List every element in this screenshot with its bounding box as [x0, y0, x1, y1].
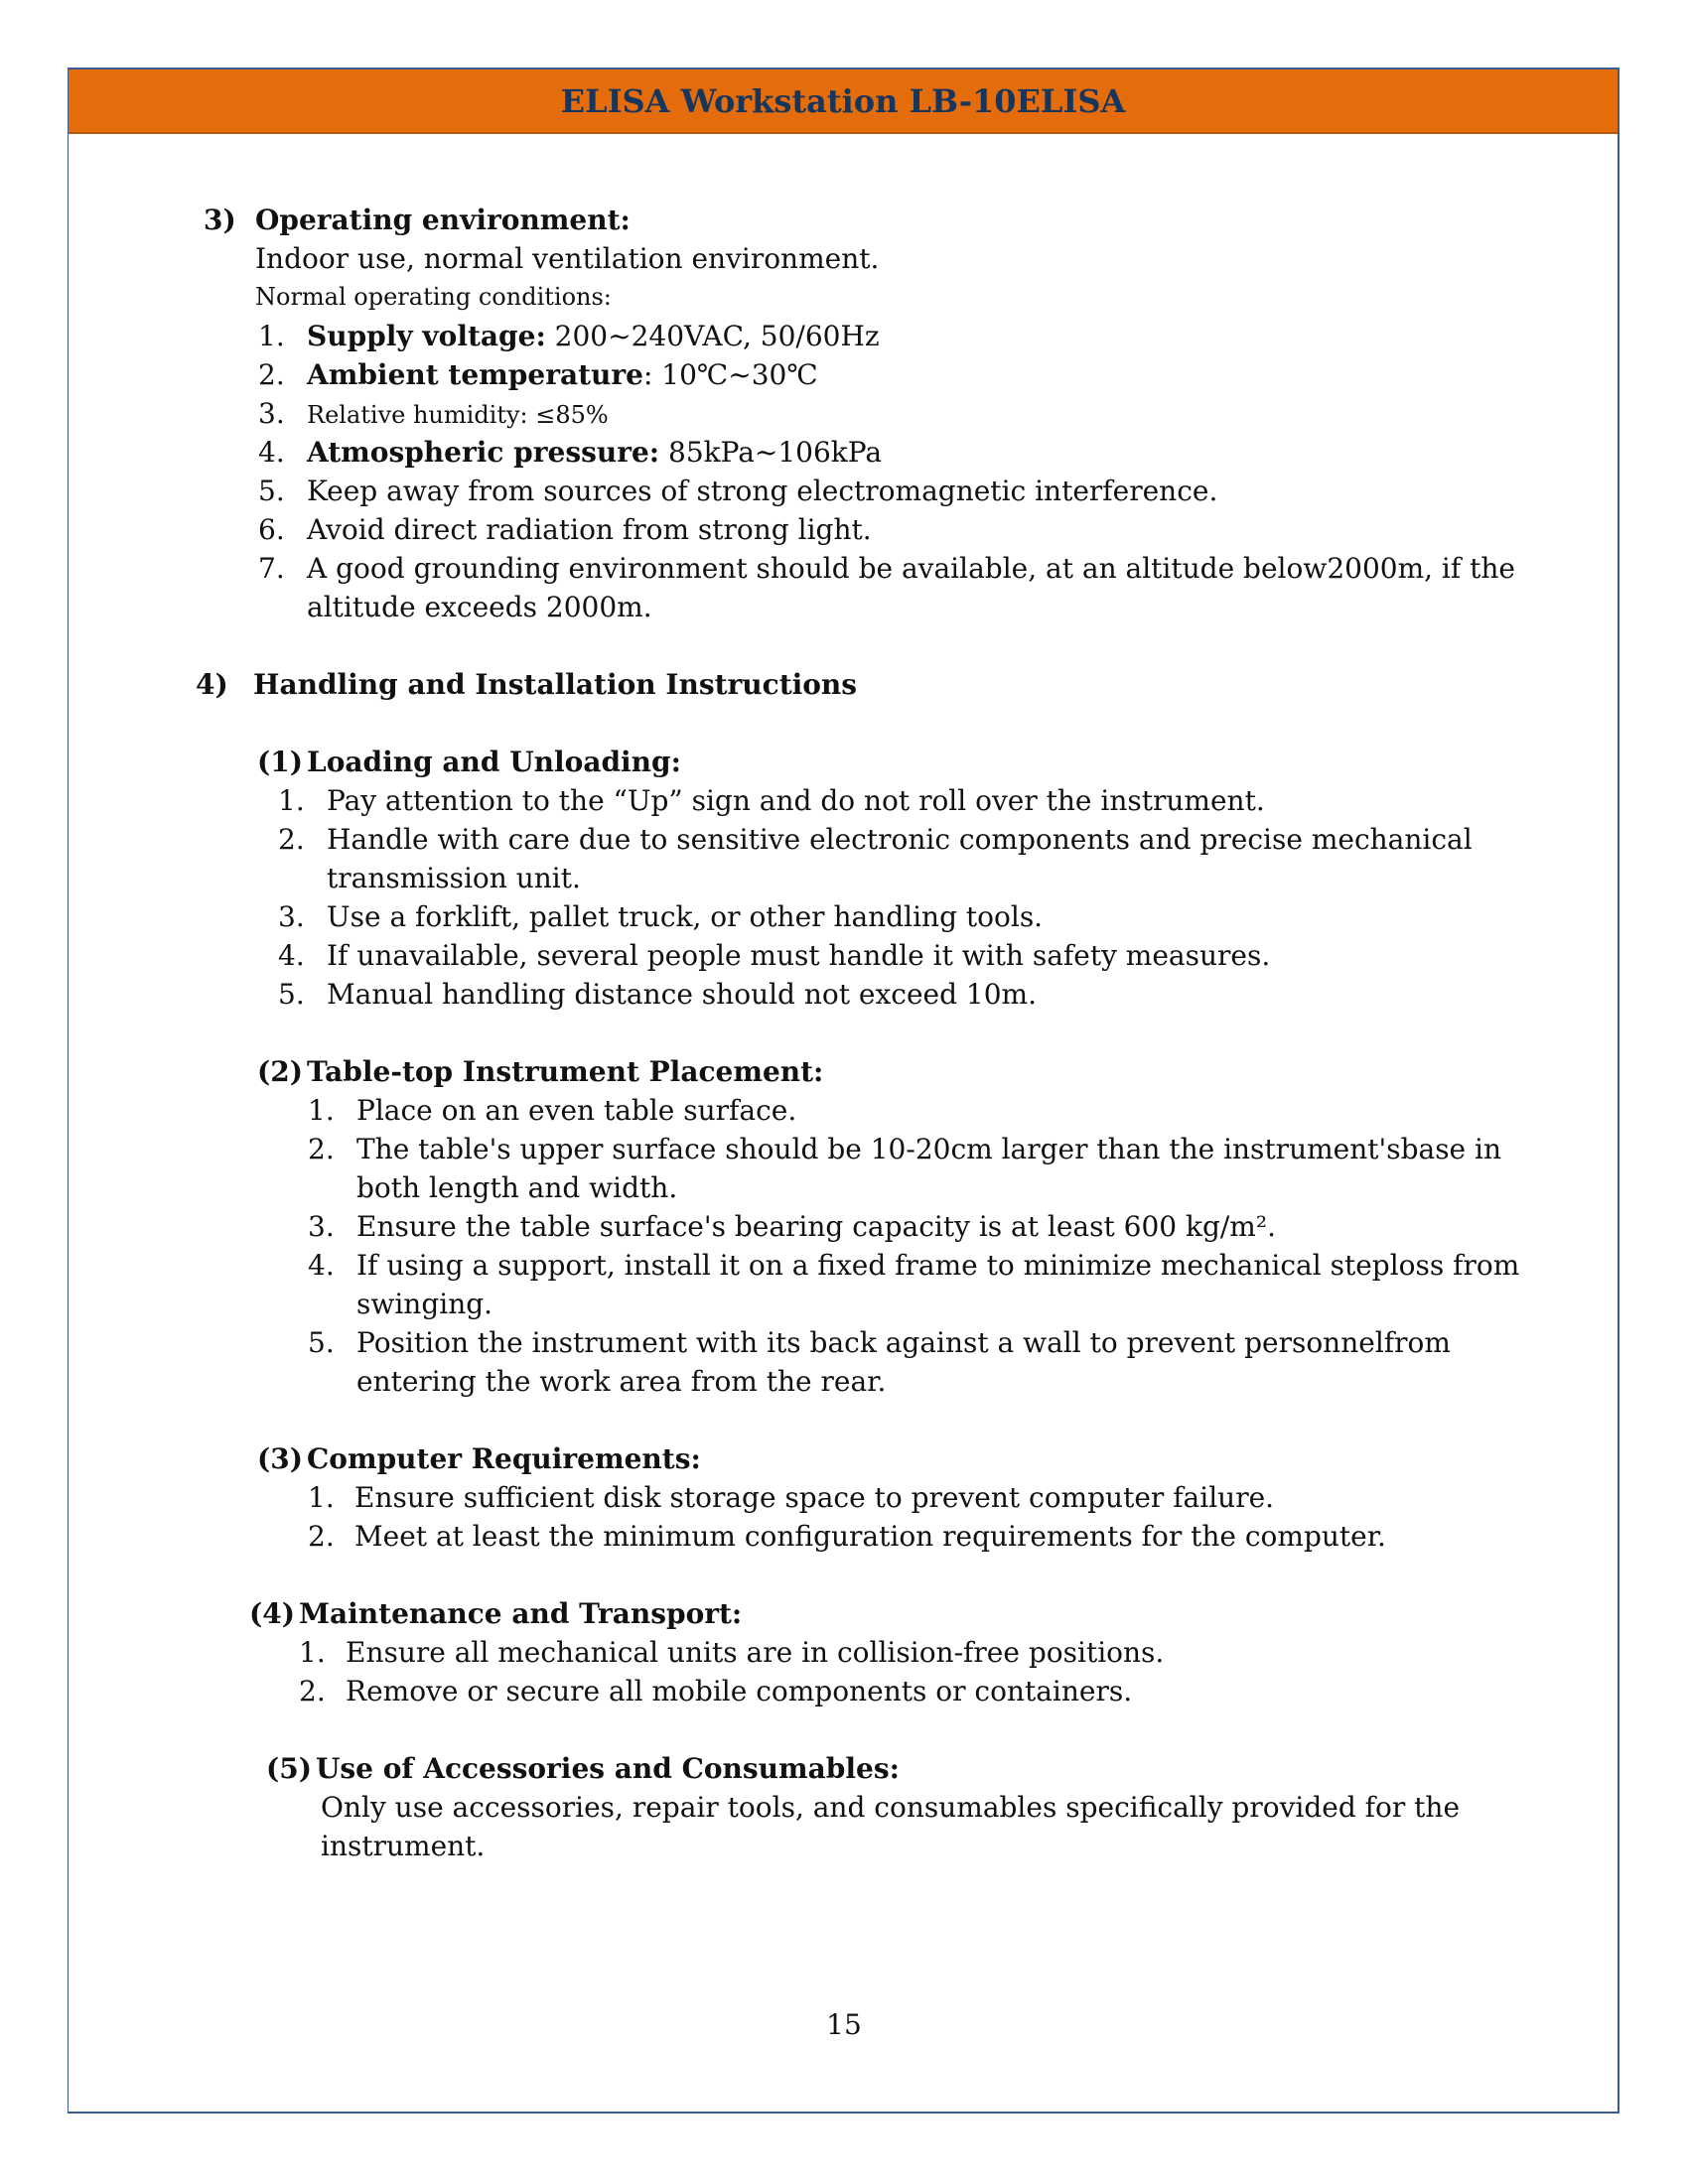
conditions-label: Normal operating conditions: [255, 283, 612, 311]
list-item: 4. Atmospheric pressure: 85kPa~106kPa [258, 436, 883, 469]
list-item: 4. If unavailable, several people must handle it with safety measures. [278, 939, 1271, 972]
list-item: 2. The table's upper surface should be 10-20cm larger than the instrument'sbase in [308, 1133, 1502, 1165]
page-number: 15 [826, 2008, 862, 2041]
list-item: 7. A good grounding environment should be available, at an altitude below2000m, if the [258, 552, 1516, 585]
list-item: 3. Relative humidity: ≤85% [258, 397, 609, 430]
list-item: 1. Ensure sufficient disk storage space to prevent computer failure. [308, 1481, 1275, 1514]
list-item: 3. Ensure the table surface's bearing capacity is at least 600 kg/m². [308, 1210, 1276, 1243]
list-item-continuation: swinging. [356, 1288, 493, 1320]
list-item-continuation: both length and width. [356, 1171, 678, 1204]
subsection-2-title: Table-top Instrument Placement: [307, 1055, 824, 1088]
subsection-3-number: (3) [257, 1442, 303, 1475]
section-3-title: Operating environment: [255, 204, 631, 236]
document-title: ELISA Workstation LB-10ELISA [560, 81, 1126, 120]
list-item: 6. Avoid direct radiation from strong light. [258, 513, 872, 546]
list-item: 1. Pay attention to the “Up” sign and do not roll over the instrument. [278, 784, 1265, 817]
list-item: 5. Position the instrument with its back against a wall to prevent personnelfrom [308, 1326, 1451, 1359]
subsection-1-title: Loading and Unloading: [307, 746, 681, 778]
list-item: 5. Manual handling distance should not exceed 10m. [278, 978, 1038, 1011]
list-item-continuation: altitude exceeds 2000m. [307, 591, 652, 623]
list-item: 5. Keep away from sources of strong electromagnetic interference. [258, 475, 1218, 507]
paragraph-line: Only use accessories, repair tools, and consumables specifically provided for the [321, 1791, 1461, 1824]
list-item: 2. Ambient temperature: 10℃~30℃ [258, 358, 818, 391]
section-4-number: 4) [196, 668, 228, 701]
header-bar [69, 69, 1618, 134]
subsection-5-number: (5) [266, 1752, 312, 1785]
subsection-3-title: Computer Requirements: [307, 1442, 701, 1475]
list-item-continuation: transmission unit. [327, 862, 581, 894]
list-item: 1. Supply voltage: 200~240VAC, 50/60Hz [258, 320, 880, 352]
section-4-title: Handling and Installation Instructions [253, 668, 858, 701]
list-item: 2. Meet at least the minimum configuration requirements for the computer. [308, 1520, 1386, 1553]
subsection-5-title: Use of Accessories and Consumables: [316, 1752, 900, 1785]
section-3-number: 3) [204, 204, 236, 236]
list-item: 1. Ensure all mechanical units are in collision-free positions. [299, 1636, 1165, 1669]
subsection-4-title: Maintenance and Transport: [299, 1597, 743, 1630]
subsection-4-number: (4) [249, 1597, 295, 1630]
paragraph-line: instrument. [321, 1830, 486, 1862]
subsection-1-number: (1) [257, 746, 303, 778]
list-item: 2. Remove or secure all mobile components or containers. [299, 1675, 1133, 1707]
subsection-2-number: (2) [257, 1055, 303, 1088]
list-item-continuation: entering the work area from the rear. [356, 1365, 887, 1398]
list-item: 2. Handle with care due to sensitive electronic components and precise mechanical [278, 823, 1473, 856]
list-item: 3. Use a forklift, pallet truck, or other handling tools. [278, 900, 1044, 933]
list-item: 4. If using a support, install it on a fixed frame to minimize mechanical steploss from [308, 1249, 1520, 1282]
section-3-intro: Indoor use, normal ventilation environment. [255, 242, 880, 275]
list-item: 1. Place on an even table surface. [308, 1094, 797, 1127]
